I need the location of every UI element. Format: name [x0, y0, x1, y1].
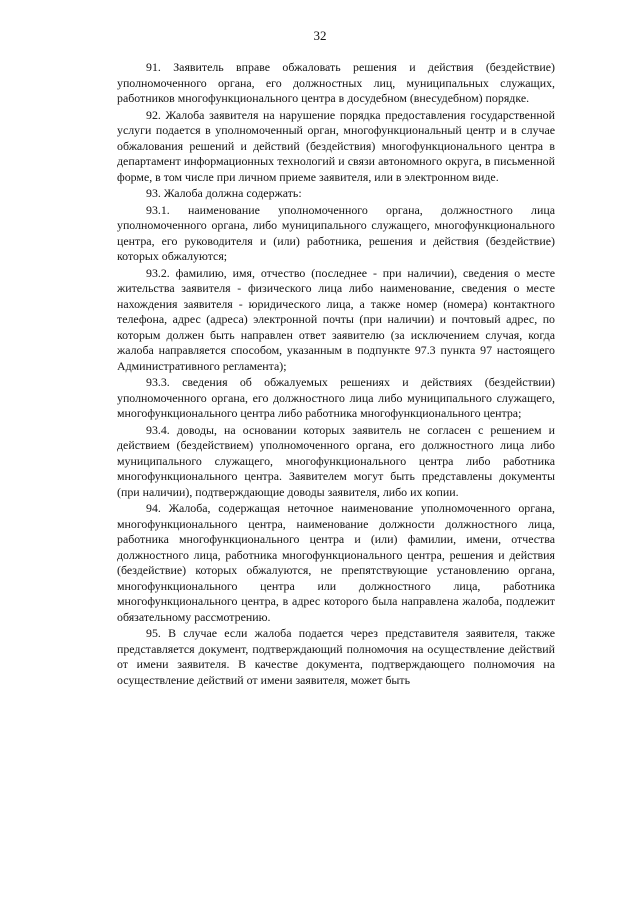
paragraph-94: 94. Жалоба, содержащая неточное наименование уполномоченного органа, многофункционального центра, наименование должности должностного лица, работника многофункционального центра и (или) фамилии, имени, отчества должностного лица, работника многофункционального центра, решения и действия (бездействие) которых обжалуются, не препятствующие установлению органа, многофункционального центра или должностного лица, работника многофункционального центра, в адрес которого была направлена жалоба, подлежит обязательному рассмотрению. [117, 501, 555, 624]
paragraph-95: 95. В случае если жалоба подается через представителя заявителя, также представляется документ, подтверждающий полномочия на осуществление действий от имени заявителя. В качестве документа, подтверждающего полномочия на осуществление действий от имени заявителя, может быть [117, 626, 555, 687]
paragraph-93: 93. Жалоба должна содержать: [146, 186, 302, 200]
paragraph-92: 92. Жалоба заявителя на нарушение порядка предоставления государственной услуги подается в уполномоченный орган, многофункциональный центр и в случае обжалования решений и действий (бездействия) многофункционального центра в департамент информационных технологий и связи автономного округа, в письменной форме, в том числе при личном приеме заявителя, или в электронном виде. [117, 107, 555, 184]
paragraph-93-3: 93.3. сведения об обжалуемых решениях и действиях (бездействии) уполномоченного органа, его должностного лица либо муниципального служащего, многофункционального центра либо работника многофункционального центра; [117, 375, 555, 420]
paragraph-93-4: 93.4. доводы, на основании которых заявитель не согласен с решением и действием (бездействием) уполномоченного органа, его должностного лица либо муниципального служащего, многофункционального центра либо работника многофункционального центра. Заявителем могут быть представлены документы (при наличии), подтверждающие доводы заявителя, либо их копии. [117, 422, 555, 499]
paragraph-93-1: 93.1. наименование уполномоченного органа, должностного лица уполномоченного органа, либо муниципального служащего, многофункционального центра, его руководителя и (или) работника, решения и действия (бездействие) которых обжалуются; [117, 202, 555, 263]
page-number: 32 [313, 28, 327, 43]
document-body [117, 60, 555, 689]
paragraph-91: 91. Заявитель вправе обжаловать решения и действия (бездействие) уполномоченного органа, его должностных лиц, муниципальных служащих, работников многофункционального центра в досудебном (внесудебном) порядке. [117, 60, 555, 105]
paragraph-93-2: 93.2. фамилию, имя, отчество (последнее - при наличии), сведения о месте жительства заявителя - физического лица либо наименование, сведения о месте нахождения заявителя - юридического лица, а также номер (номера) контактного телефона, адрес (адреса) электронной почты (при наличии) и почтовый адрес, по которым должен быть направлен ответ заявителю (за исключением случая, когда жалоба направляется способом, указанным в подпункте 97.3 пункта 97 настоящего Административного регламента); [117, 265, 555, 373]
